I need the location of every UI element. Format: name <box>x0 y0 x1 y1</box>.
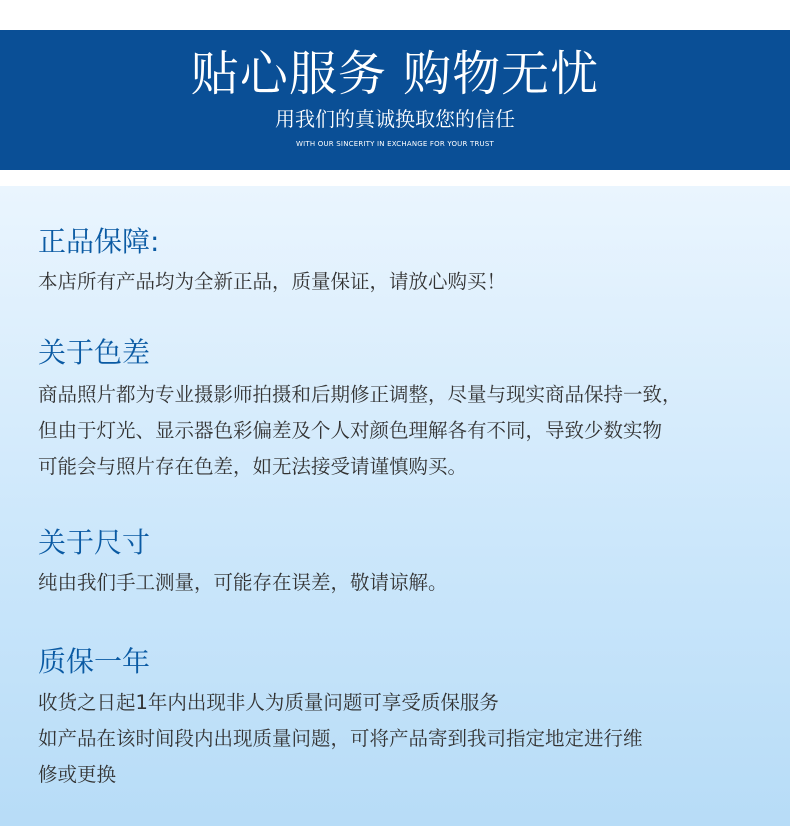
section-text: 收货之日起1年内出现非人为质量问题可享受质保服务 <box>38 691 499 714</box>
section-heading: 质保一年 <box>38 645 151 678</box>
policy-panel <box>0 186 790 826</box>
section-color-difference <box>38 335 770 485</box>
section-text: 但由于灯光、显示器色彩偏差及个人对颜色理解各有不同，导致少数实物 <box>38 419 663 442</box>
section-text: 如产品在该时间段内出现质量问题，可将产品寄到我司指定地定进行维 <box>38 727 643 750</box>
section-text: 本店所有产品均为全新正品，质量保证，请放心购买！ <box>38 270 507 293</box>
section-heading: 关于色差 <box>38 336 151 369</box>
section-text: 商品照片都为专业摄影师拍摄和后期修正调整，尽量与现实商品保持一致， <box>38 383 682 406</box>
section-text: 可能会与照片存在色差，如无法接受请谨慎购买。 <box>38 455 468 478</box>
banner-caption: WITH OUR SINCERITY IN EXCHANGE FOR YOUR TRUST <box>296 140 494 148</box>
section-warranty <box>38 644 770 793</box>
section-size <box>38 525 770 601</box>
banner-title: 贴心服务 购物无忧 <box>190 46 600 102</box>
section-authenticity <box>38 224 770 300</box>
banner-subtitle: 用我们的真诚换取您的信任 <box>275 107 515 131</box>
section-heading: 正品保障: <box>38 225 160 258</box>
service-banner <box>0 30 790 170</box>
section-heading: 关于尺寸 <box>38 526 151 559</box>
section-text: 修或更换 <box>38 763 117 786</box>
section-text: 纯由我们手工测量，可能存在误差，敬请谅解。 <box>38 571 448 594</box>
